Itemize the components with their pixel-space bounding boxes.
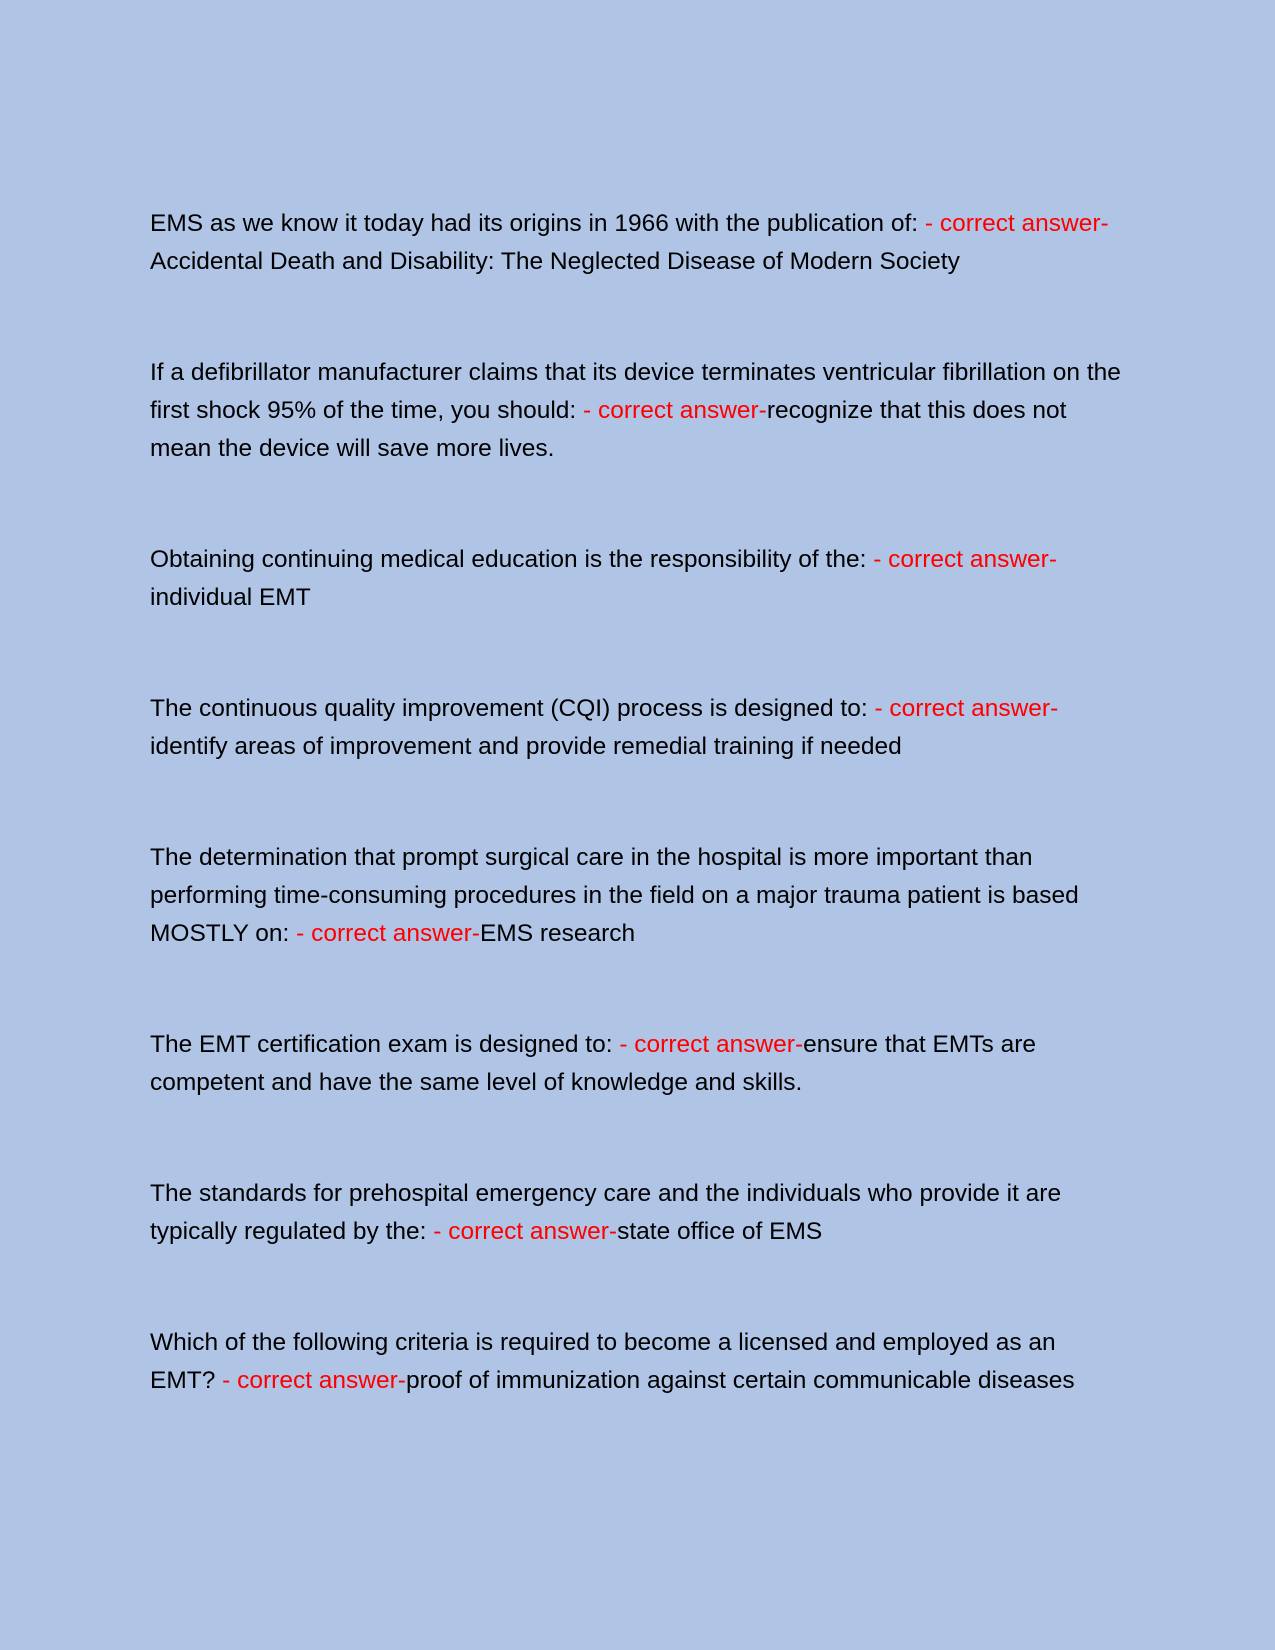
question-answer-item — [150, 205, 1125, 281]
correct-answer-marker: - correct answer- — [874, 695, 1059, 722]
question-text: Which of the following criteria is required to become a licensed and employed as an EMT? — [150, 1329, 1056, 1394]
question-answer-item — [150, 541, 1125, 617]
answer-text: individual EMT — [150, 584, 311, 611]
correct-answer-marker: - correct answer- — [619, 1031, 804, 1058]
answer-text: Accidental Death and Disability: The Neglected Disease of Modern Society — [150, 248, 960, 275]
question-answer-item — [150, 690, 1125, 766]
answer-text: EMS research — [479, 920, 636, 947]
answer-text: ensure that EMTs are competent and have the same level of knowledge and skills. — [150, 1031, 1036, 1096]
question-answer-list — [150, 205, 1125, 1400]
correct-answer-marker: - correct answer- — [583, 397, 767, 424]
question-answer-item — [150, 1175, 1125, 1251]
correct-answer-marker: - correct answer- — [924, 210, 1109, 237]
answer-text: proof of immunization against certain communicable diseases — [405, 1367, 1075, 1394]
answer-text: state office of EMS — [617, 1218, 823, 1245]
question-text: The continuous quality improvement (CQI) process is designed to: — [150, 695, 875, 722]
answer-text: identify areas of improvement and provide remedial training if needed — [150, 733, 902, 760]
correct-answer-marker: - correct answer- — [873, 546, 1057, 573]
answer-text: recognize that this does not mean the device will save more lives. — [150, 397, 1067, 462]
question-text: If a defibrillator manufacturer claims that its device terminates ventricular fibrillation on the first shock 95% of the time, you should: — [150, 359, 1121, 424]
correct-answer-marker: - correct answer- — [222, 1367, 406, 1394]
question-text: The standards for prehospital emergency care and the individuals who provide it are typically regulated by the: — [150, 1180, 1062, 1245]
question-text: The EMT certification exam is designed to: — [150, 1031, 620, 1058]
question-answer-item — [150, 1324, 1125, 1400]
question-text: The determination that prompt surgical care in the hospital is more important than performing time-consuming procedures in the field on a major trauma patient is based MOSTLY on: — [150, 844, 1079, 947]
correct-answer-marker: - correct answer- — [433, 1218, 618, 1245]
correct-answer-marker: - correct answer- — [296, 920, 480, 947]
question-answer-item — [150, 354, 1125, 468]
question-text: EMS as we know it today had its origins in 1966 with the publication of: — [150, 210, 925, 237]
question-answer-item — [150, 1026, 1125, 1102]
question-text: Obtaining continuing medical education is the responsibility of the: — [150, 546, 874, 573]
question-answer-item — [150, 839, 1125, 953]
